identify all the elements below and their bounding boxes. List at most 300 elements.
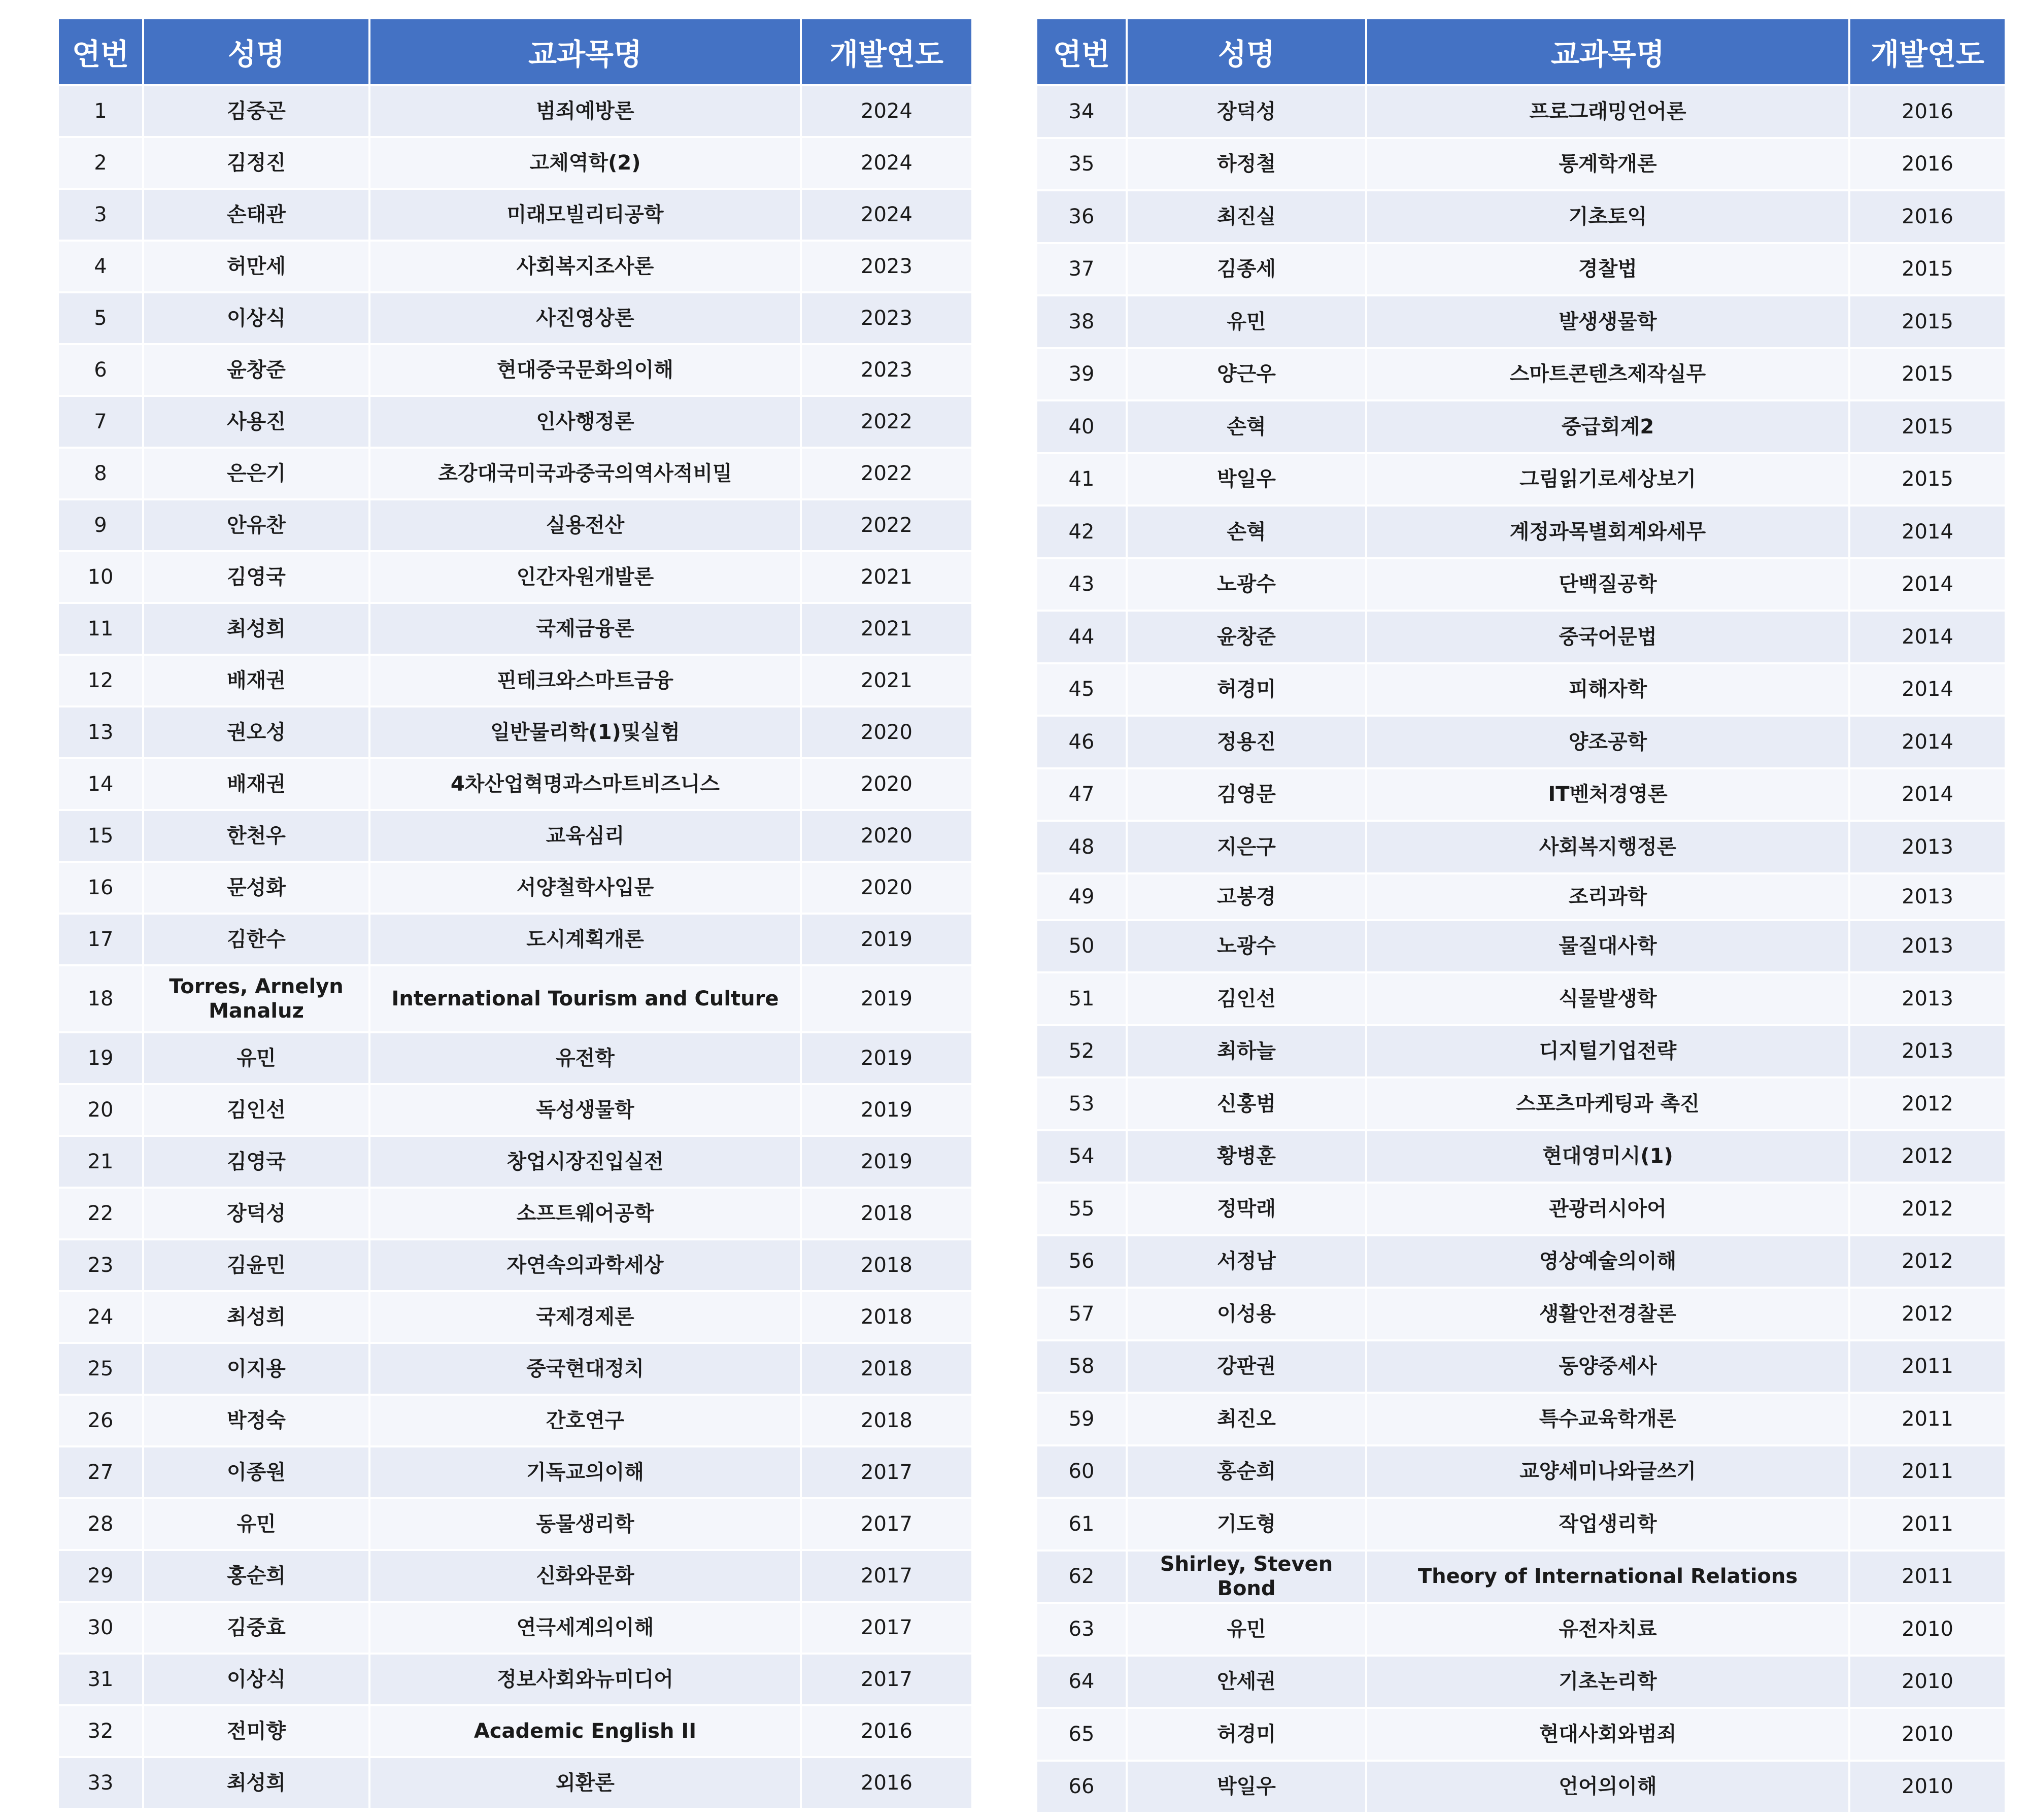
course-table-right	[1035, 17, 2007, 1814]
cell-year: 2012	[1849, 1235, 2006, 1288]
cell-name: 이지용	[143, 1343, 369, 1395]
cell-no: 27	[58, 1446, 143, 1498]
table-row	[1036, 611, 2006, 663]
cell-no: 1	[58, 85, 143, 137]
cell-no: 41	[1036, 453, 1127, 506]
cell-course: 중급회계2	[1366, 400, 1849, 453]
cell-course: 사회복지조사론	[369, 241, 801, 292]
cell-course: 경찰법	[1366, 243, 1849, 296]
table-row	[58, 1550, 972, 1602]
cell-year: 2019	[801, 1136, 972, 1188]
cell-no: 46	[1036, 716, 1127, 768]
cell-course: 국제금융론	[369, 603, 801, 655]
cell-no: 23	[58, 1239, 143, 1291]
cell-year: 2023	[801, 344, 972, 396]
cell-course: 교육심리	[369, 810, 801, 862]
cell-year: 2016	[1849, 190, 2006, 243]
cell-year: 2018	[801, 1188, 972, 1239]
header-course: 교과목명	[369, 18, 801, 85]
cell-no: 39	[1036, 348, 1127, 401]
cell-year: 2016	[1849, 85, 2006, 138]
cell-year: 2013	[1849, 873, 2006, 920]
cell-course: 관광러시아어	[1366, 1183, 1849, 1235]
table-row	[58, 862, 972, 914]
table-row	[58, 1188, 972, 1239]
cell-year: 2017	[801, 1654, 972, 1705]
table-row	[1036, 1340, 2006, 1393]
cell-no: 26	[58, 1395, 143, 1446]
cell-name: 황병훈	[1127, 1130, 1366, 1183]
cell-year: 2018	[801, 1343, 972, 1395]
cell-year: 2014	[1849, 768, 2006, 821]
table-row	[1036, 85, 2006, 138]
cell-course: 발생생물학	[1366, 295, 1849, 348]
table-row	[1036, 1551, 2006, 1603]
cell-course: 스포츠마케팅과 촉진	[1366, 1077, 1849, 1130]
cell-year: 2010	[1849, 1656, 2006, 1708]
table-row	[58, 1395, 972, 1446]
cell-year: 2011	[1849, 1445, 2006, 1498]
cell-course: 물질대사학	[1366, 920, 1849, 973]
cell-course: 작업생리학	[1366, 1498, 1849, 1551]
table-row	[1036, 505, 2006, 558]
table-row	[58, 448, 972, 499]
table-row	[1036, 821, 2006, 873]
cell-course: 통계학개론	[1366, 138, 1849, 191]
cell-no: 38	[1036, 295, 1127, 348]
table-row	[58, 1291, 972, 1343]
cell-course: 서양철학사입문	[369, 862, 801, 914]
cell-no: 9	[58, 499, 143, 551]
cell-year: 2011	[1849, 1551, 2006, 1603]
cell-course: 생활안전경찰론	[1366, 1288, 1849, 1340]
cell-name: 김한수	[143, 914, 369, 965]
table-row	[58, 396, 972, 448]
cell-year: 2010	[1849, 1761, 2006, 1813]
cell-name: 김영국	[143, 551, 369, 603]
cell-course: 초강대국미국과중국의역사적비밀	[369, 448, 801, 499]
cell-year: 2019	[801, 1032, 972, 1084]
cell-year: 2022	[801, 499, 972, 551]
cell-course: 그림읽기로세상보기	[1366, 453, 1849, 506]
table-row	[1036, 716, 2006, 768]
cell-course: 중국어문법	[1366, 611, 1849, 663]
table-row	[58, 810, 972, 862]
cell-no: 2	[58, 137, 143, 189]
cell-course: IT벤처경영론	[1366, 768, 1849, 821]
cell-year: 2016	[801, 1705, 972, 1757]
cell-name: 정막래	[1127, 1183, 1366, 1235]
cell-year: 2011	[1849, 1498, 2006, 1551]
cell-no: 56	[1036, 1235, 1127, 1288]
cell-year: 2024	[801, 137, 972, 189]
cell-course: 현대중국문화의이해	[369, 344, 801, 396]
cell-no: 36	[1036, 190, 1127, 243]
table-row	[1036, 873, 2006, 920]
cell-year: 2014	[1849, 558, 2006, 611]
table-row	[58, 551, 972, 603]
cell-course: Theory of International Relations	[1366, 1551, 1849, 1603]
cell-no: 66	[1036, 1761, 1127, 1813]
cell-name: 허경미	[1127, 663, 1366, 716]
cell-name: 기도형	[1127, 1498, 1366, 1551]
cell-name: 정용진	[1127, 716, 1366, 768]
cell-course: 일반물리학(1)및실험	[369, 706, 801, 758]
cell-name: 이종원	[143, 1446, 369, 1498]
cell-course: 식물발생학	[1366, 972, 1849, 1025]
table-row	[58, 1239, 972, 1291]
cell-no: 4	[58, 241, 143, 292]
cell-year: 2021	[801, 603, 972, 655]
cell-year: 2017	[801, 1602, 972, 1654]
table-row	[58, 1032, 972, 1084]
cell-no: 5	[58, 292, 143, 344]
cell-name: 최진오	[1127, 1393, 1366, 1445]
cell-name: 김영문	[1127, 768, 1366, 821]
cell-name: 최성희	[143, 1291, 369, 1343]
table-row	[1036, 663, 2006, 716]
cell-no: 43	[1036, 558, 1127, 611]
cell-name: 이상식	[143, 292, 369, 344]
cell-course: 사회복지행정론	[1366, 821, 1849, 873]
cell-name: 고봉경	[1127, 873, 1366, 920]
cell-year: 2018	[801, 1239, 972, 1291]
table-row	[58, 914, 972, 965]
table-body-right	[1036, 85, 2006, 1813]
table-row	[58, 1498, 972, 1550]
cell-no: 28	[58, 1498, 143, 1550]
cell-course: 디지털기업전략	[1366, 1025, 1849, 1078]
table-row	[1036, 1077, 2006, 1130]
cell-name: 이상식	[143, 1654, 369, 1705]
cell-year: 2011	[1849, 1340, 2006, 1393]
table-header-row	[58, 18, 972, 85]
cell-name: 전미향	[143, 1705, 369, 1757]
table-row	[58, 344, 972, 396]
cell-year: 2019	[801, 914, 972, 965]
cell-no: 3	[58, 189, 143, 241]
table-row	[1036, 243, 2006, 296]
table-row	[1036, 1761, 2006, 1813]
cell-no: 14	[58, 758, 143, 810]
cell-year: 2024	[801, 189, 972, 241]
cell-no: 12	[58, 655, 143, 706]
header-year: 개발연도	[1849, 18, 2006, 85]
cell-year: 2020	[801, 810, 972, 862]
cell-course: 현대영미시(1)	[1366, 1130, 1849, 1183]
cell-no: 53	[1036, 1077, 1127, 1130]
table-row	[1036, 348, 2006, 401]
table-row	[1036, 1498, 2006, 1551]
cell-course: 계정과목별회계와세무	[1366, 505, 1849, 558]
cell-no: 62	[1036, 1551, 1127, 1603]
table-row	[58, 137, 972, 189]
table-row	[1036, 400, 2006, 453]
cell-name: 최진실	[1127, 190, 1366, 243]
cell-no: 8	[58, 448, 143, 499]
cell-no: 32	[58, 1705, 143, 1757]
cell-no: 10	[58, 551, 143, 603]
cell-course: 중국현대정치	[369, 1343, 801, 1395]
cell-year: 2018	[801, 1291, 972, 1343]
cell-year: 2010	[1849, 1708, 2006, 1761]
cell-year: 2022	[801, 396, 972, 448]
cell-year: 2021	[801, 551, 972, 603]
cell-name: 최하늘	[1127, 1025, 1366, 1078]
cell-name: 윤창준	[1127, 611, 1366, 663]
table-row	[1036, 1235, 2006, 1288]
cell-name: 문성화	[143, 862, 369, 914]
cell-course: 기독교의이해	[369, 1446, 801, 1498]
cell-course: 인사행정론	[369, 396, 801, 448]
table-row	[58, 1084, 972, 1136]
cell-year: 2022	[801, 448, 972, 499]
table-row	[58, 1602, 972, 1654]
cell-year: 2012	[1849, 1077, 2006, 1130]
cell-no: 63	[1036, 1603, 1127, 1656]
cell-no: 25	[58, 1343, 143, 1395]
cell-name: 이성용	[1127, 1288, 1366, 1340]
table-row	[1036, 295, 2006, 348]
cell-no: 57	[1036, 1288, 1127, 1340]
cell-no: 24	[58, 1291, 143, 1343]
cell-name: 서정남	[1127, 1235, 1366, 1288]
cell-no: 49	[1036, 873, 1127, 920]
cell-name: 박일우	[1127, 1761, 1366, 1813]
cell-name: 노광수	[1127, 558, 1366, 611]
cell-course: 동물생리학	[369, 1498, 801, 1550]
cell-course: 유전자치료	[1366, 1603, 1849, 1656]
cell-course: 신화와문화	[369, 1550, 801, 1602]
cell-year: 2012	[1849, 1288, 2006, 1340]
cell-no: 42	[1036, 505, 1127, 558]
cell-name: 손혁	[1127, 505, 1366, 558]
cell-name: 유민	[143, 1032, 369, 1084]
cell-year: 2012	[1849, 1183, 2006, 1235]
cell-name: 하정철	[1127, 138, 1366, 191]
cell-course: 범죄예방론	[369, 85, 801, 137]
cell-year: 2017	[801, 1446, 972, 1498]
table-row	[1036, 1393, 2006, 1445]
cell-year: 2020	[801, 862, 972, 914]
header-no: 연번	[58, 18, 143, 85]
table-row	[58, 189, 972, 241]
cell-no: 20	[58, 1084, 143, 1136]
cell-name: 한천우	[143, 810, 369, 862]
cell-year: 2024	[801, 85, 972, 137]
cell-course: 국제경제론	[369, 1291, 801, 1343]
table-row	[1036, 138, 2006, 191]
table-row	[1036, 1025, 2006, 1078]
cell-name: 김인선	[1127, 972, 1366, 1025]
cell-name: 최성희	[143, 1757, 369, 1809]
table-row	[1036, 558, 2006, 611]
cell-course: 프로그래밍언어론	[1366, 85, 1849, 138]
cell-no: 16	[58, 862, 143, 914]
cell-name: 강판권	[1127, 1340, 1366, 1393]
cell-name: 사용진	[143, 396, 369, 448]
table-row	[1036, 1183, 2006, 1235]
cell-course: 동양중세사	[1366, 1340, 1849, 1393]
cell-course: 특수교육학개론	[1366, 1393, 1849, 1445]
cell-name: 장덕성	[1127, 85, 1366, 138]
cell-course: 유전학	[369, 1032, 801, 1084]
cell-course: 핀테크와스마트금융	[369, 655, 801, 706]
cell-year: 2020	[801, 706, 972, 758]
cell-course: 현대사회와범죄	[1366, 1708, 1849, 1761]
cell-year: 2023	[801, 241, 972, 292]
table-row	[58, 655, 972, 706]
table-row	[1036, 768, 2006, 821]
table-row	[58, 1654, 972, 1705]
cell-year: 2015	[1849, 295, 2006, 348]
header-no: 연번	[1036, 18, 1127, 85]
cell-course: 소프트웨어공학	[369, 1188, 801, 1239]
table-row	[1036, 1130, 2006, 1183]
cell-no: 22	[58, 1188, 143, 1239]
header-name: 성명	[1127, 18, 1366, 85]
cell-no: 13	[58, 706, 143, 758]
cell-name: 손혁	[1127, 400, 1366, 453]
cell-course: 고체역학(2)	[369, 137, 801, 189]
cell-name: 허만세	[143, 241, 369, 292]
cell-no: 60	[1036, 1445, 1127, 1498]
cell-course: 영상예술의이해	[1366, 1235, 1849, 1288]
cell-name: 은은기	[143, 448, 369, 499]
cell-year: 2015	[1849, 243, 2006, 296]
cell-year: 2013	[1849, 821, 2006, 873]
cell-no: 18	[58, 965, 143, 1032]
cell-name: 손태관	[143, 189, 369, 241]
cell-year: 2018	[801, 1395, 972, 1446]
cell-name: 김영국	[143, 1136, 369, 1188]
cell-no: 33	[58, 1757, 143, 1809]
table-row	[58, 758, 972, 810]
cell-year: 2020	[801, 758, 972, 810]
cell-no: 44	[1036, 611, 1127, 663]
cell-name: 김중효	[143, 1602, 369, 1654]
cell-no: 35	[1036, 138, 1127, 191]
cell-year: 2014	[1849, 716, 2006, 768]
cell-no: 15	[58, 810, 143, 862]
cell-course: 기초논리학	[1366, 1656, 1849, 1708]
cell-no: 65	[1036, 1708, 1127, 1761]
cell-no: 47	[1036, 768, 1127, 821]
table-row	[58, 965, 972, 1032]
cell-no: 37	[1036, 243, 1127, 296]
cell-course: 언어의이해	[1366, 1761, 1849, 1813]
cell-name: 박정숙	[143, 1395, 369, 1446]
table-row	[1036, 190, 2006, 243]
cell-no: 29	[58, 1550, 143, 1602]
cell-no: 58	[1036, 1340, 1127, 1393]
cell-no: 54	[1036, 1130, 1127, 1183]
table-row	[58, 1136, 972, 1188]
course-table-left	[57, 17, 973, 1810]
cell-name: 양근우	[1127, 348, 1366, 401]
cell-no: 17	[58, 914, 143, 965]
cell-no: 64	[1036, 1656, 1127, 1708]
cell-no: 11	[58, 603, 143, 655]
cell-name: 권오성	[143, 706, 369, 758]
cell-no: 40	[1036, 400, 1127, 453]
cell-year: 2013	[1849, 920, 2006, 973]
cell-year: 2010	[1849, 1603, 2006, 1656]
cell-course: 독성생물학	[369, 1084, 801, 1136]
table-row	[1036, 1445, 2006, 1498]
cell-course: 피해자학	[1366, 663, 1849, 716]
cell-name: 노광수	[1127, 920, 1366, 973]
cell-course: 사진영상론	[369, 292, 801, 344]
cell-course: 4차산업혁명과스마트비즈니스	[369, 758, 801, 810]
cell-year: 2014	[1849, 663, 2006, 716]
cell-course: 양조공학	[1366, 716, 1849, 768]
cell-name: 최성희	[143, 603, 369, 655]
table-row	[58, 1343, 972, 1395]
table-row	[1036, 1708, 2006, 1761]
cell-course: 기초토익	[1366, 190, 1849, 243]
cell-course: 창업시장진입실전	[369, 1136, 801, 1188]
cell-course: 외환론	[369, 1757, 801, 1809]
cell-no: 7	[58, 396, 143, 448]
cell-no: 19	[58, 1032, 143, 1084]
cell-year: 2023	[801, 292, 972, 344]
cell-year: 2014	[1849, 505, 2006, 558]
cell-course: 미래모빌리티공학	[369, 189, 801, 241]
table-row	[58, 603, 972, 655]
table-row	[1036, 1656, 2006, 1708]
cell-no: 34	[1036, 85, 1127, 138]
cell-no: 50	[1036, 920, 1127, 973]
header-course: 교과목명	[1366, 18, 1849, 85]
cell-course: 실용전산	[369, 499, 801, 551]
cell-name: 김중곤	[143, 85, 369, 137]
cell-name: Shirley, Steven Bond	[1127, 1551, 1366, 1603]
cell-name: 김윤민	[143, 1239, 369, 1291]
cell-name: 신홍범	[1127, 1077, 1366, 1130]
cell-name: 유민	[1127, 1603, 1366, 1656]
table-row	[58, 499, 972, 551]
cell-no: 61	[1036, 1498, 1127, 1551]
cell-year: 2016	[1849, 138, 2006, 191]
cell-year: 2015	[1849, 400, 2006, 453]
table-header-row	[1036, 18, 2006, 85]
cell-course: 간호연구	[369, 1395, 801, 1446]
cell-year: 2019	[801, 965, 972, 1032]
cell-name: 홍순희	[143, 1550, 369, 1602]
cell-name: 김종세	[1127, 243, 1366, 296]
table-row	[58, 292, 972, 344]
table-row	[58, 1757, 972, 1809]
cell-name: 지은구	[1127, 821, 1366, 873]
cell-course: 도시계획개론	[369, 914, 801, 965]
cell-name: 유민	[1127, 295, 1366, 348]
header-name: 성명	[143, 18, 369, 85]
cell-name: 김정진	[143, 137, 369, 189]
table-row	[1036, 920, 2006, 973]
cell-course: 연극세계의이해	[369, 1602, 801, 1654]
cell-course: 자연속의과학세상	[369, 1239, 801, 1291]
cell-no: 30	[58, 1602, 143, 1654]
cell-name: 홍순희	[1127, 1445, 1366, 1498]
table-row	[58, 1705, 972, 1757]
table-row	[1036, 972, 2006, 1025]
cell-year: 2015	[1849, 348, 2006, 401]
cell-course: 정보사회와뉴미디어	[369, 1654, 801, 1705]
cell-name: 김인선	[143, 1084, 369, 1136]
cell-name: 안유찬	[143, 499, 369, 551]
cell-year: 2013	[1849, 972, 2006, 1025]
